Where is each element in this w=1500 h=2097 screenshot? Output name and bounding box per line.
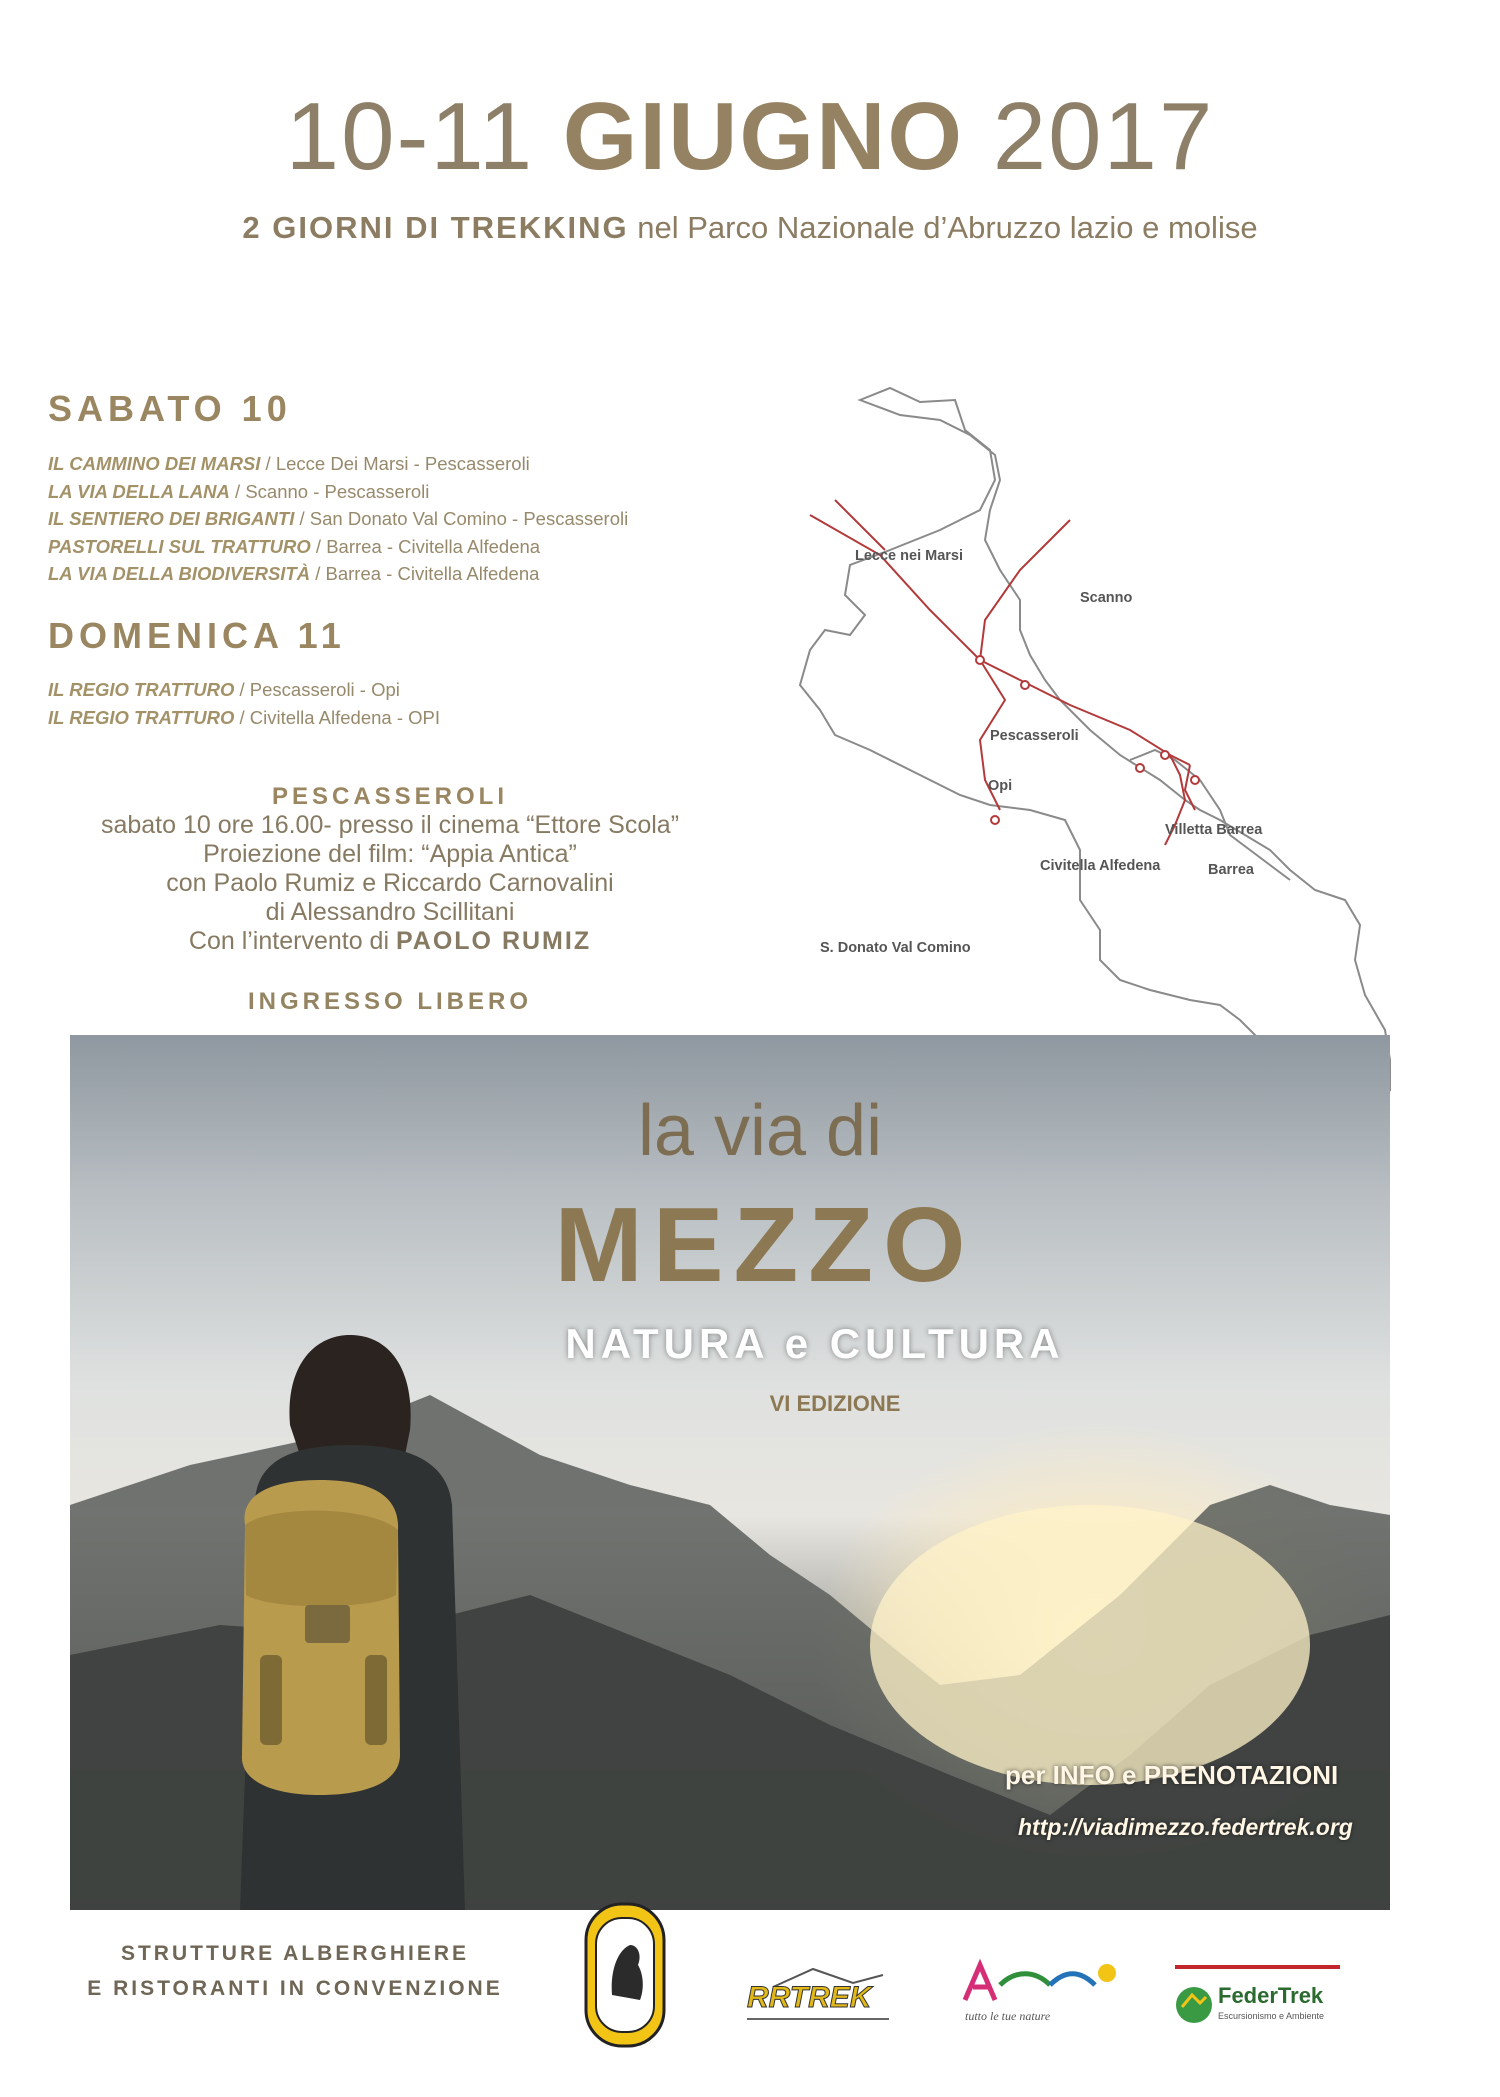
trek-route: / Scanno - Pescasseroli (229, 480, 430, 502)
event-date (0, 82, 1500, 192)
footer-line: E RISTORANTI IN CONVENZIONE (87, 1977, 503, 2000)
free-entry-label: INGRESSO LIBERO (247, 988, 533, 1015)
subtitle-rest: nel Parco Nazionale d’Abruzzo lazio e molise (637, 210, 1258, 245)
logo-text: tutto le tue nature (965, 2009, 1051, 2023)
poster-tagline: NATURA e CULTURA (565, 1320, 1065, 1367)
edition-label: VI EDIZIONE (769, 1391, 901, 1416)
trek-name: IL REGIO TRATTURO (48, 706, 235, 728)
event-subtitle (0, 210, 1500, 246)
federtrek-logo (1170, 1955, 1350, 2035)
trek-route: / Barrea - Civitella Alfedena (310, 563, 540, 584)
rr-trek-logo (743, 1965, 893, 2027)
trek-item (48, 478, 628, 506)
event-line: di Alessandro Scillitani (265, 898, 515, 926)
park-outline (800, 388, 1390, 1090)
town-label: Barrea (1208, 862, 1254, 878)
town-label: Pescasseroli (990, 728, 1079, 744)
partner-hotels-text (60, 1936, 530, 2006)
park-route-map (790, 380, 1450, 1100)
hiker-photo (70, 1035, 1390, 1910)
town-label: S. Donato Val Comino (820, 940, 971, 956)
trek-route: / Civitella Alfedena - OPI (234, 706, 441, 728)
film-event (40, 782, 740, 956)
town-label: Lecce nei Marsi (855, 548, 963, 564)
event-guest-name: PAOLO RUMIZ (395, 927, 592, 955)
trek-route: / Pescasseroli - Opi (234, 679, 400, 700)
footer-line: STRUTTURE ALBERGHIERE (120, 1942, 470, 1965)
event-line: con Paolo Rumiz e Riccardo Carnovalini (166, 869, 614, 897)
trek-name: LA VIA DELLA LANA (48, 480, 230, 502)
trek-item (48, 450, 628, 478)
parco-logo (582, 1900, 668, 2050)
date-year: 2017 (992, 83, 1215, 190)
trek-name: LA VIA DELLA BIODIVERSITÀ (48, 563, 311, 584)
date-month: GIUGNO (562, 83, 965, 190)
town-label: Opi (988, 778, 1013, 794)
trek-item (48, 560, 628, 588)
info-label: per INFO e PRENOTAZIONI (1005, 1760, 1339, 1790)
saturday-trek-list (48, 450, 628, 588)
trek-item (48, 505, 628, 533)
event-place: PESCASSEROLI (271, 783, 509, 810)
poster-title-small: la via di (637, 1091, 883, 1171)
logo-text: RRTREK (747, 1981, 872, 2014)
trek-route: / Barrea - Civitella Alfedena (310, 535, 541, 557)
town-label: Civitella Alfedena (1040, 858, 1161, 874)
trek-route: / Lecce Dei Marsi - Pescasseroli (260, 453, 530, 474)
subtitle-bold: 2 GIORNI DI TREKKING (242, 210, 629, 245)
trek-item (48, 533, 628, 561)
trek-name: IL CAMMINO DEI MARSI (48, 453, 261, 474)
logo-subtext: Escursionismo e Ambiente (1218, 2011, 1325, 2021)
date-days: 10-11 (285, 83, 535, 190)
logo-text: FederTrek (1218, 1983, 1324, 2008)
event-line: Proiezione del film: “Appia Antica” (203, 840, 577, 868)
trek-route: / San Donato Val Comino - Pescasseroli (294, 508, 629, 529)
event-guest-prefix: Con l’intervento di (188, 927, 390, 955)
poster-title-big: MEZZO (554, 1186, 976, 1304)
trek-item (48, 704, 440, 732)
trek-name: IL REGIO TRATTURO (48, 679, 235, 700)
sunday-heading: DOMENICA 11 (48, 615, 346, 656)
event-line (40, 927, 740, 956)
trek-item (48, 676, 440, 704)
sunday-trek-list (48, 676, 440, 731)
info-url-link[interactable]: http://viadimezzo.federtrek.org (1018, 1814, 1353, 1840)
saturday-heading: SABATO 10 (48, 388, 292, 429)
event-line: sabato 10 ore 16.00- presso il cinema “Ettore Scola” (100, 811, 680, 839)
trek-name: IL SENTIERO DEI BRIGANTI (48, 508, 295, 529)
trek-name: PASTORELLI SUL TRATTURO (48, 535, 311, 557)
tutto-logo (955, 1955, 1125, 2030)
town-label: Villetta Barrea (1165, 822, 1263, 838)
town-label: Scanno (1080, 590, 1133, 606)
